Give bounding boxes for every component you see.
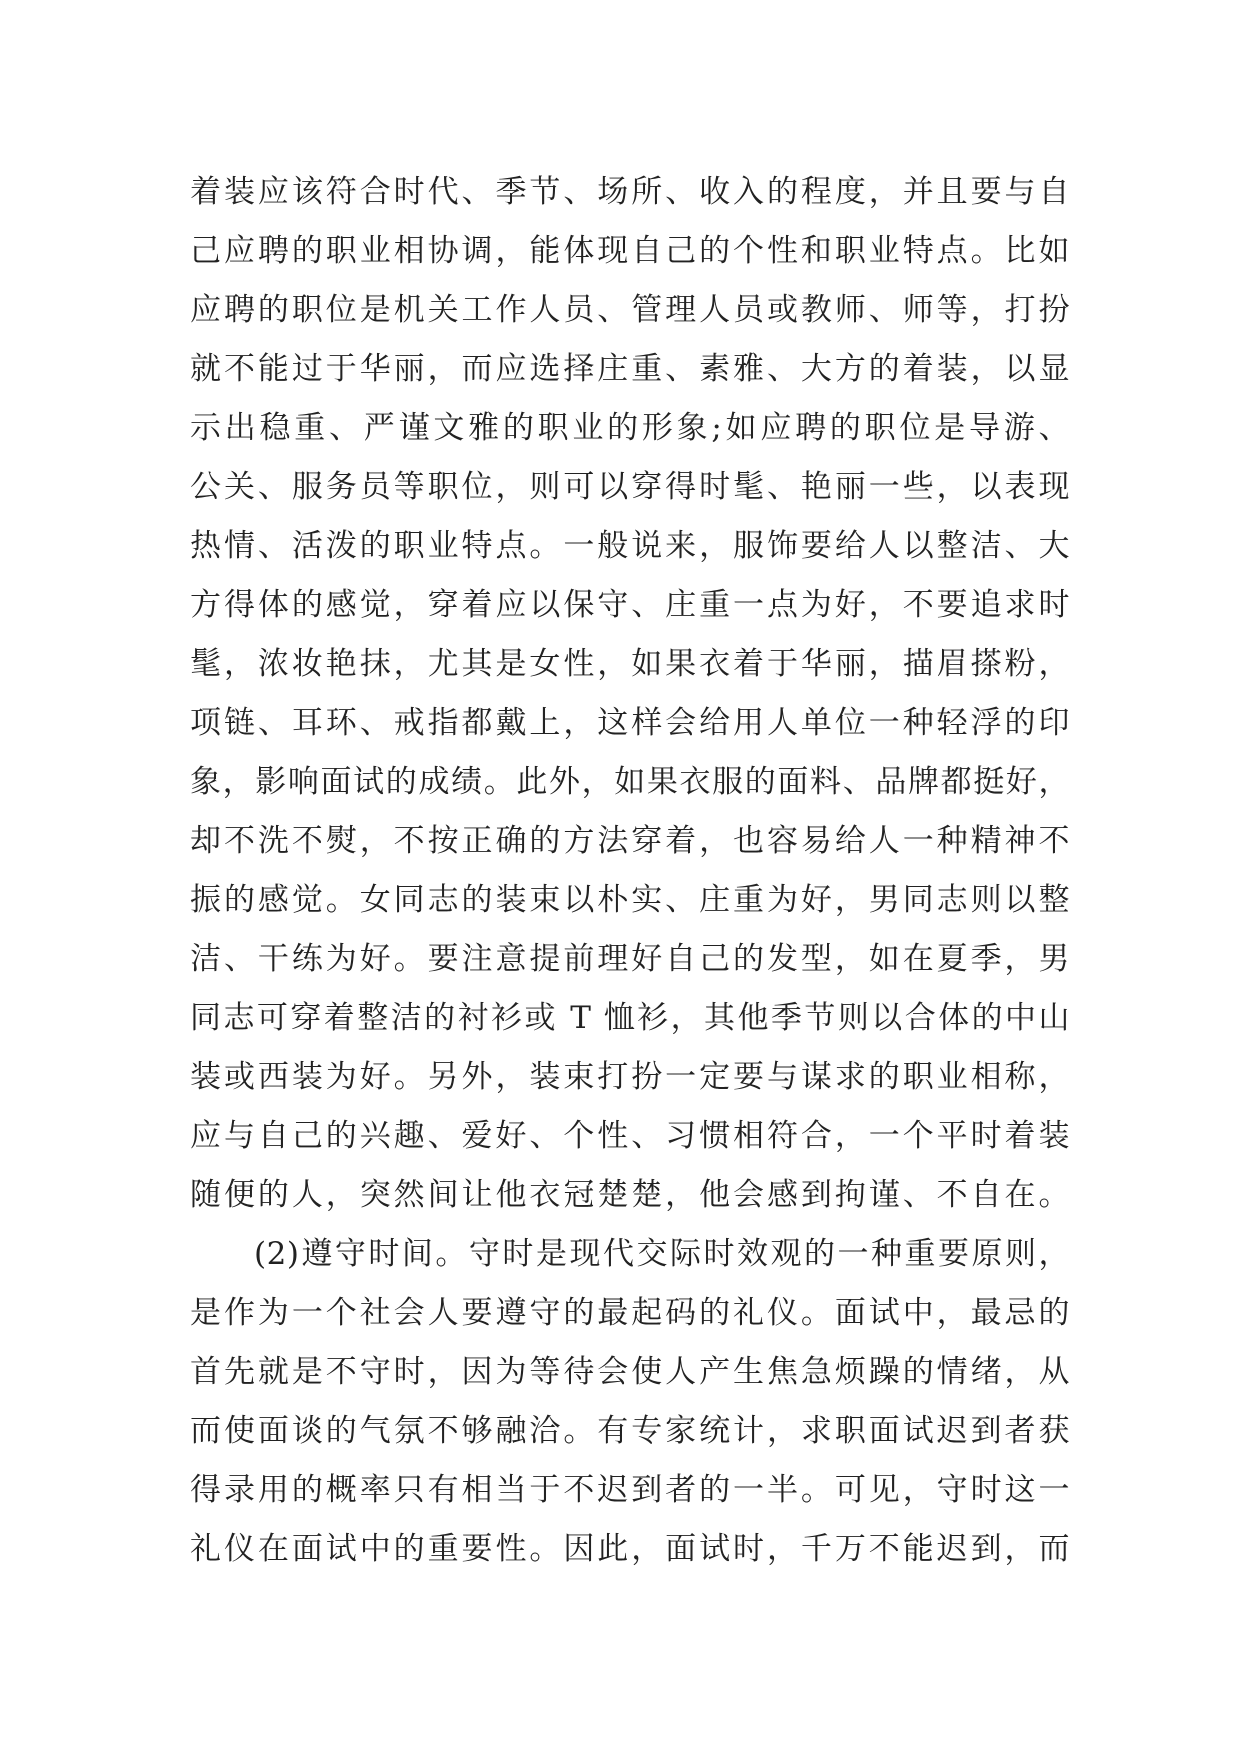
text-line: 随便的人，突然间让他衣冠楚楚，他会感到拘谨、不自在。 [190,1177,1070,1213]
text-line: 应聘的职位是机关工作人员、管理人员或教师、师等，打扮 [190,292,1070,328]
text-line: 同志可穿着整洁的衬衫或 T 恤衫，其他季节则以合体的中山 [190,1000,1070,1036]
text-line: 着装应该符合时代、季节、场所、收入的程度，并且要与自 [190,174,1070,210]
text-line: 却不洗不熨，不按正确的方法穿着，也容易给人一种精神不 [190,823,1070,859]
text-line: 得录用的概率只有相当于不迟到者的一半。可见，守时这一 [190,1472,1070,1508]
text-line: 己应聘的职业相协调，能体现自己的个性和职业特点。比如 [190,233,1070,269]
text-line: 是作为一个社会人要遵守的最起码的礼仪。面试中，最忌的 [190,1295,1070,1331]
text-line: 公关、服务员等职位，则可以穿得时髦、艳丽一些，以表现 [190,469,1070,505]
text-line: 而使面谈的气氛不够融洽。有专家统计，求职面试迟到者获 [190,1413,1070,1449]
text-line: 应与自己的兴趣、爱好、个性、习惯相符合，一个平时着装 [190,1118,1070,1154]
text-line: 洁、干练为好。要注意提前理好自己的发型，如在夏季，男 [190,941,1070,977]
text-line: 示出稳重、严谨文雅的职业的形象;如应聘的职位是导游、 [190,410,1070,446]
text-line: 首先就是不守时，因为等待会使人产生焦急烦躁的情绪，从 [190,1354,1070,1390]
text-line: 象，影响面试的成绩。此外，如果衣服的面料、品牌都挺好， [190,764,1070,800]
text-line: 礼仪在面试中的重要性。因此，面试时，千万不能迟到，而 [190,1531,1070,1567]
text-line: 装或西装为好。另外，装束打扮一定要与谋求的职业相称， [190,1059,1070,1095]
text-line: 热情、活泼的职业特点。一般说来，服饰要给人以整洁、大 [190,528,1070,564]
paragraph-start-line: (2)遵守时间。守时是现代交际时效观的一种重要原则， [254,1236,1070,1272]
text-line: 项链、耳环、戒指都戴上，这样会给用人单位一种轻浮的印 [190,705,1070,741]
text-line: 方得体的感觉，穿着应以保守、庄重一点为好，不要追求时 [190,587,1070,623]
text-line: 振的感觉。女同志的装束以朴实、庄重为好，男同志则以整 [190,882,1070,918]
body-text [190,163,1070,1579]
text-line: 髦，浓妆艳抹，尤其是女性，如果衣着于华丽，描眉搽粉， [190,646,1070,682]
text-line: 就不能过于华丽，而应选择庄重、素雅、大方的着装，以显 [190,351,1070,387]
